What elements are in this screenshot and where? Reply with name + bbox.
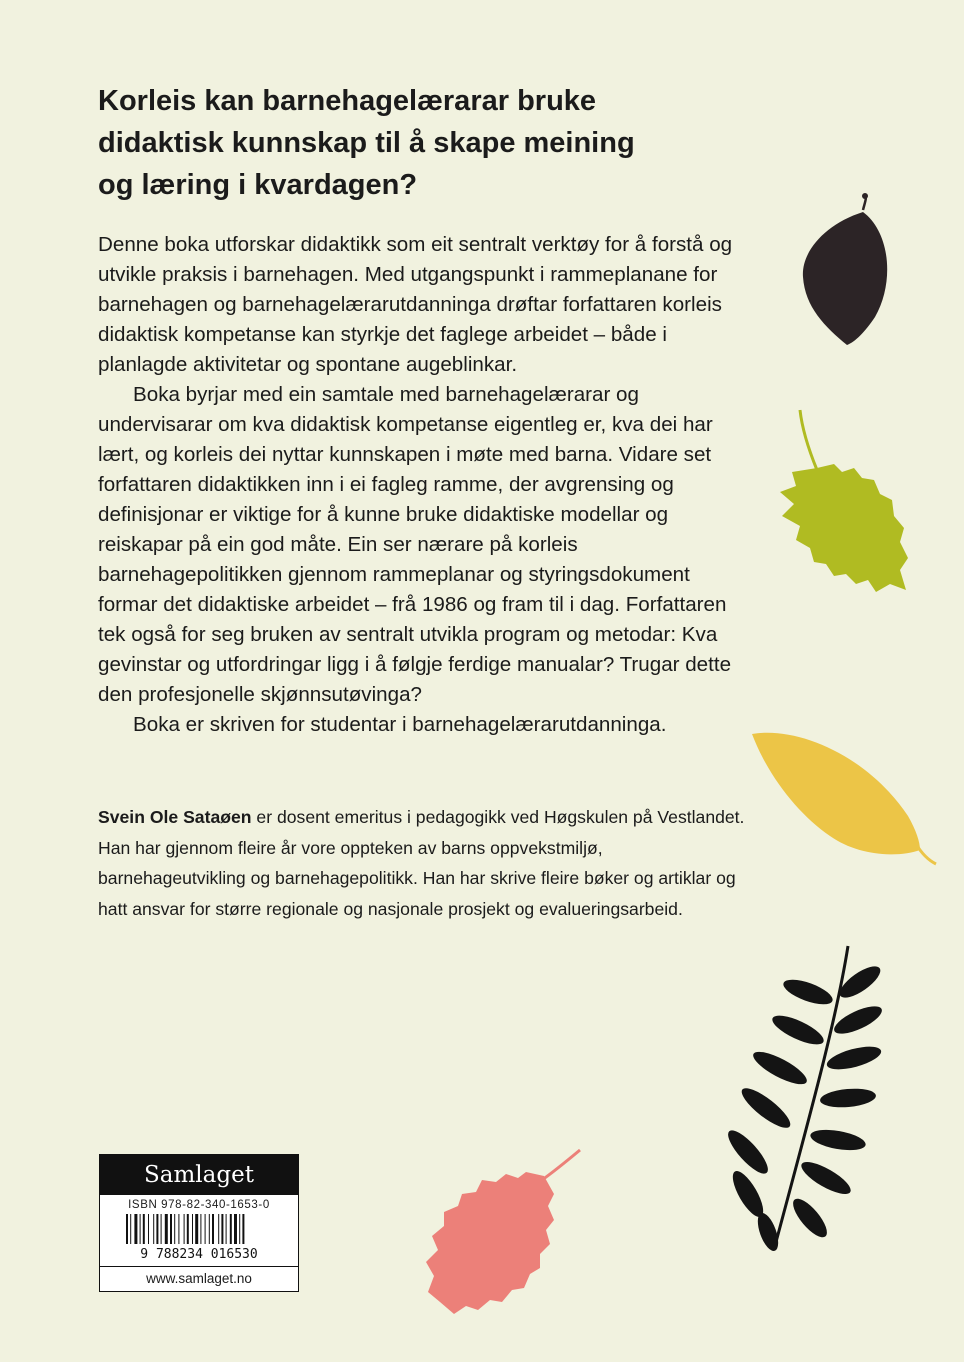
barcode-bar — [212, 1214, 214, 1244]
barcode-bar — [230, 1214, 232, 1244]
blurb-paragraph-1: Denne boka utforskar didaktikk som eit sentralt verktøy for å forstå og utvikle praksis i barnehagen. Med utgangspunkt i rammeplanane for barnehagen og barnehagelærarutdanninga drøftar forfattaren korleis didaktisk kompetanse kan styrkje det faglege arbeidet – både i planlagde aktivitetar og spontane augeblinkar. — [98, 233, 733, 376]
barcode-bar — [221, 1214, 223, 1244]
barcode-bar — [165, 1214, 168, 1244]
barcode-bar — [218, 1214, 219, 1244]
back-cover-headline — [98, 80, 738, 206]
author-name: Svein Ole Sataøen — [98, 807, 252, 827]
barcode-bar — [205, 1214, 206, 1244]
barcode-bar — [187, 1214, 189, 1244]
barcode-bar — [184, 1214, 185, 1244]
barcode-bar — [174, 1214, 175, 1244]
barcode-bar — [195, 1214, 198, 1244]
barcode-bar — [192, 1214, 193, 1244]
author-bio — [98, 802, 748, 924]
barcode-bar — [226, 1214, 227, 1244]
headline-line-1: Korleis kan barnehagelærarar bruke — [98, 85, 597, 117]
barcode-bar — [156, 1214, 158, 1244]
barcode-bar — [178, 1214, 179, 1244]
author-bio-text: er dosent emeritus i pedagogikk ved Høgskulen på Vestlandet. Han har gjennom fleire år vore oppteken av barns oppvekstmiljø, barnehageutvikling og barnehagepolitikk. Han har skrive fleire bøker og artiklar og hatt ansvar for større regionale og nasjonale prosjekt og evalueringsarbeid. — [98, 807, 745, 919]
black-compound-leaf-illustration — [708, 942, 894, 1252]
headline-line-3: og læring i kvardagen? — [98, 169, 418, 201]
barcode-bar — [170, 1214, 172, 1244]
isbn-number: ISBN 978-82-340-1653-0 — [128, 1199, 270, 1211]
barcode-label — [99, 1154, 299, 1292]
barcode-bar — [134, 1214, 137, 1244]
barcode-bar — [140, 1214, 141, 1244]
publisher-logo: Samlaget — [100, 1155, 298, 1195]
barcode-bar — [161, 1214, 162, 1244]
headline-line-2: didaktisk kunnskap til å skape meining — [98, 127, 635, 159]
barcode-bar — [242, 1214, 244, 1244]
blurb-paragraph-3: Boka er skriven for studentar i barnehagelærarutdanninga. — [133, 713, 667, 736]
green-leaf-illustration — [772, 408, 912, 598]
dark-leaf-illustration — [795, 192, 895, 352]
blurb-paragraph-2: Boka byrjar med ein samtale med barnehagelærarar og undervisarar om kva didaktisk kompetanse eigentleg er, kva dei har lært, og korleis dei nyttar kunnskapen i møte med barna. Vidare set forfattaren didaktikken inn i ei fagleg ramme, der avgrensing og definisjonar er viktige for å kunne bruke didaktiske modellar og reiskapar på ein god måte. Ein ser nærare på korleis barnehagepolitikken gjennom rammeplanar og styringsdokument formar det didaktiske arbeidet – frå 1986 og fram til i dag. Forfattaren tek også for seg bruken av sentralt utvikla program og metodar: Kva gevinstar og utfordringar ligg i å følgje ferdige manualar? Trugar dette den profesjonelle skjønnsutøvinga? — [98, 383, 732, 706]
barcode-bar — [153, 1214, 154, 1244]
barcode-bar — [126, 1214, 128, 1244]
pink-leaf-illustration — [418, 1146, 584, 1316]
barcode-bar — [143, 1214, 145, 1244]
barcode-bar — [148, 1214, 149, 1244]
barcode-bar — [239, 1214, 240, 1244]
barcode-bar — [200, 1214, 201, 1244]
publisher-website: www.samlaget.no — [100, 1266, 298, 1291]
barcode-bars — [114, 1214, 284, 1260]
barcode-bar — [209, 1214, 210, 1244]
blurb — [98, 230, 738, 740]
barcode-bar — [234, 1214, 237, 1244]
barcode-bar — [130, 1214, 131, 1244]
barcode-digits: 9 788234 016530 — [140, 1247, 258, 1260]
yellow-leaf-illustration — [748, 726, 938, 870]
